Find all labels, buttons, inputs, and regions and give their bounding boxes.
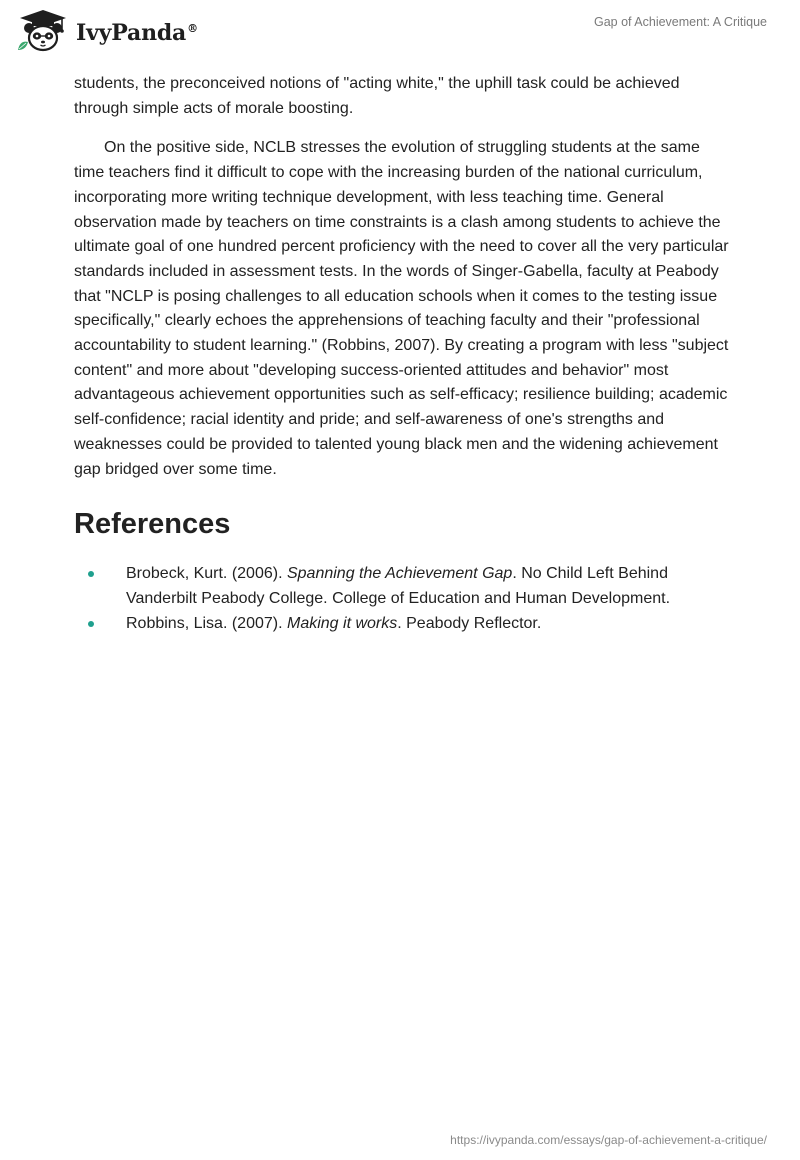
source-url-link[interactable]: https://ivypanda.com/essays/gap-of-achievement-a-critique/ bbox=[450, 1133, 767, 1147]
references-list bbox=[74, 562, 734, 636]
reference-text: Robbins, Lisa. (2007). Making it works. Peabody Reflector. bbox=[126, 614, 542, 632]
reference-title: Spanning the Achievement Gap bbox=[286, 565, 513, 583]
reference-title: Making it works bbox=[286, 614, 398, 632]
site-logo[interactable] bbox=[14, 8, 198, 54]
page-header bbox=[0, 0, 800, 70]
reference-item bbox=[74, 612, 734, 637]
panda-graduate-logo-icon bbox=[14, 8, 72, 54]
paragraph-1: students, the preconceived notions of "acting white," the uphill task could be achieved through simple acts of morale boosting. bbox=[74, 75, 680, 117]
document-title: Gap of Achievement: A Critique bbox=[593, 15, 767, 29]
bullet-dot-icon bbox=[88, 621, 94, 627]
references-heading: References bbox=[74, 508, 231, 541]
bullet-dot-icon bbox=[88, 571, 94, 577]
brand-name: IvyPanda® bbox=[76, 20, 198, 46]
essay-content bbox=[74, 72, 734, 636]
registered-mark: ® bbox=[187, 21, 198, 35]
paragraph-2: On the positive side, NCLB stresses the evolution of struggling students at the same time teachers find it difficult to cope with the increasing burden of the national curriculum, incorporating more writing technique development, with less teaching time. General observation made by teachers on time constraints is a clash among students to achieve the ultimate goal of one hundred percent proficiency with the need to cover all the very particular standards included in assessment tests. In the words of Singer-Gabella, faculty at Peabody that "NCLP is posing challenges to all education schools when it comes to the testing issue specifically," clearly echoes the apprehensions of teaching faculty and their "professional accountability to student learning." (Robbins, 2007). By creating a program with less "subject content" and more about "developing success-oriented attitudes and behavior" most advantageous achievement opportunities such as self-efficacy; resilience building; academic self-confidence; racial identity and pride; and self-awareness of one's strengths and weaknesses could be provided to talented young black men and the widening achievement gap bridged over some time. bbox=[74, 139, 729, 478]
reference-text: Brobeck, Kurt. (2006). Spanning the Achievement Gap. No Child Left Behind Vanderbilt Peabody College. College of Education and Human Development. bbox=[126, 565, 671, 607]
reference-item bbox=[74, 562, 734, 611]
